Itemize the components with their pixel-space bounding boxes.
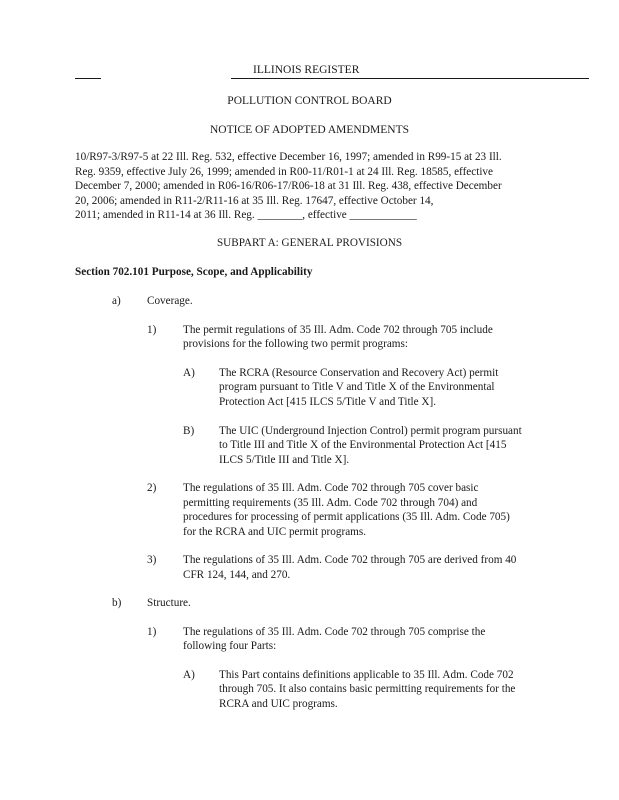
item-a3-label: 3) [147, 554, 157, 566]
item-a3-line: The regulations of 35 Ill. Adm. Code 702 through 705 are derived from 40 [183, 554, 517, 566]
item-a-text: Coverage. [147, 295, 193, 307]
header-left-rule [75, 78, 101, 79]
history-line: Reg. 9359, effective July 26, 1999; amended in R00-11/R01-1 at 24 Ill. Reg. 18585, effective [75, 166, 493, 178]
item-b-label: b) [112, 597, 122, 609]
item-a3-line: CFR 124, 144, and 270. [183, 569, 291, 581]
item-b1-label: 1) [147, 626, 157, 638]
item-a2-label: 2) [147, 482, 157, 494]
item-a2-line: The regulations of 35 Ill. Adm. Code 702 through 705 cover basic [183, 482, 479, 494]
history-line: 10/R97-3/R97-5 at 22 Ill. Reg. 532, effective December 16, 1997; amended in R99-15 at 23 Ill. [75, 151, 502, 163]
agency-name: POLLUTION CONTROL BOARD [227, 95, 392, 107]
item-a2-line: for the RCRA and UIC permit programs. [183, 526, 367, 538]
section-title: Section 702.101 Purpose, Scope, and Applicability [75, 266, 313, 278]
notice-title: NOTICE OF ADOPTED AMENDMENTS [209, 124, 410, 136]
item-b1-line: The regulations of 35 Ill. Adm. Code 702 through 705 comprise the [183, 626, 486, 638]
item-a-label: a) [112, 295, 121, 307]
item-b-text: Structure. [147, 597, 191, 609]
history-line: 20, 2006; amended in R11-2/R11-16 at 35 Ill. Reg. 17647, effective October 14, [75, 195, 434, 207]
history-line: 2011; amended in R11-14 at 36 Ill. Reg. ________, effective ____________ [75, 209, 417, 221]
item-a1A-label: A) [183, 367, 195, 379]
item-b1A-line: This Part contains definitions applicable to 35 Ill. Adm. Code 702 [219, 669, 514, 681]
item-b1A-line: RCRA and UIC programs. [219, 698, 338, 710]
item-a1A-line: The RCRA (Resource Conservation and Recovery Act) permit [219, 367, 499, 379]
subpart-title: SUBPART A: GENERAL PROVISIONS [216, 237, 403, 249]
item-a1A-line: Protection Act [415 ILCS 5/Title V and Title X]. [219, 396, 437, 408]
item-a2-line: permitting requirements (35 Ill. Adm. Code 702 through 704) and [183, 497, 478, 509]
item-a1A-line: program pursuant to Title V and Title X of the Environmental [219, 381, 495, 393]
header-title-underline [231, 78, 589, 79]
item-a1B-line: The UIC (Underground Injection Control) permit program pursuant [219, 425, 522, 437]
item-b1-line: following four Parts: [183, 640, 277, 652]
item-a1B-line: ILCS 5/Title III and Title X]. [219, 454, 350, 466]
item-b1A-label: A) [183, 669, 195, 681]
history-line: December 7, 2000; amended in R06-16/R06-17/R06-18 at 31 Ill. Reg. 438, effective December [75, 180, 502, 192]
item-a1-line: The permit regulations of 35 Ill. Adm. Code 702 through 705 include [183, 324, 493, 336]
register-header [75, 64, 535, 80]
item-a2-line: procedures for processing of permit applications (35 Ill. Adm. Code 705) [183, 511, 510, 523]
item-a1B-line: to Title III and Title X of the Environmental Protection Act [415 [219, 439, 507, 451]
item-a1-label: 1) [147, 324, 157, 336]
item-a1B-label: B) [183, 425, 195, 437]
item-a1-line: provisions for the following two permit programs: [183, 338, 408, 350]
register-title: ILLINOIS REGISTER [253, 64, 360, 76]
item-b1A-line: through 705. It also contains basic permitting requirements for the [219, 683, 516, 695]
